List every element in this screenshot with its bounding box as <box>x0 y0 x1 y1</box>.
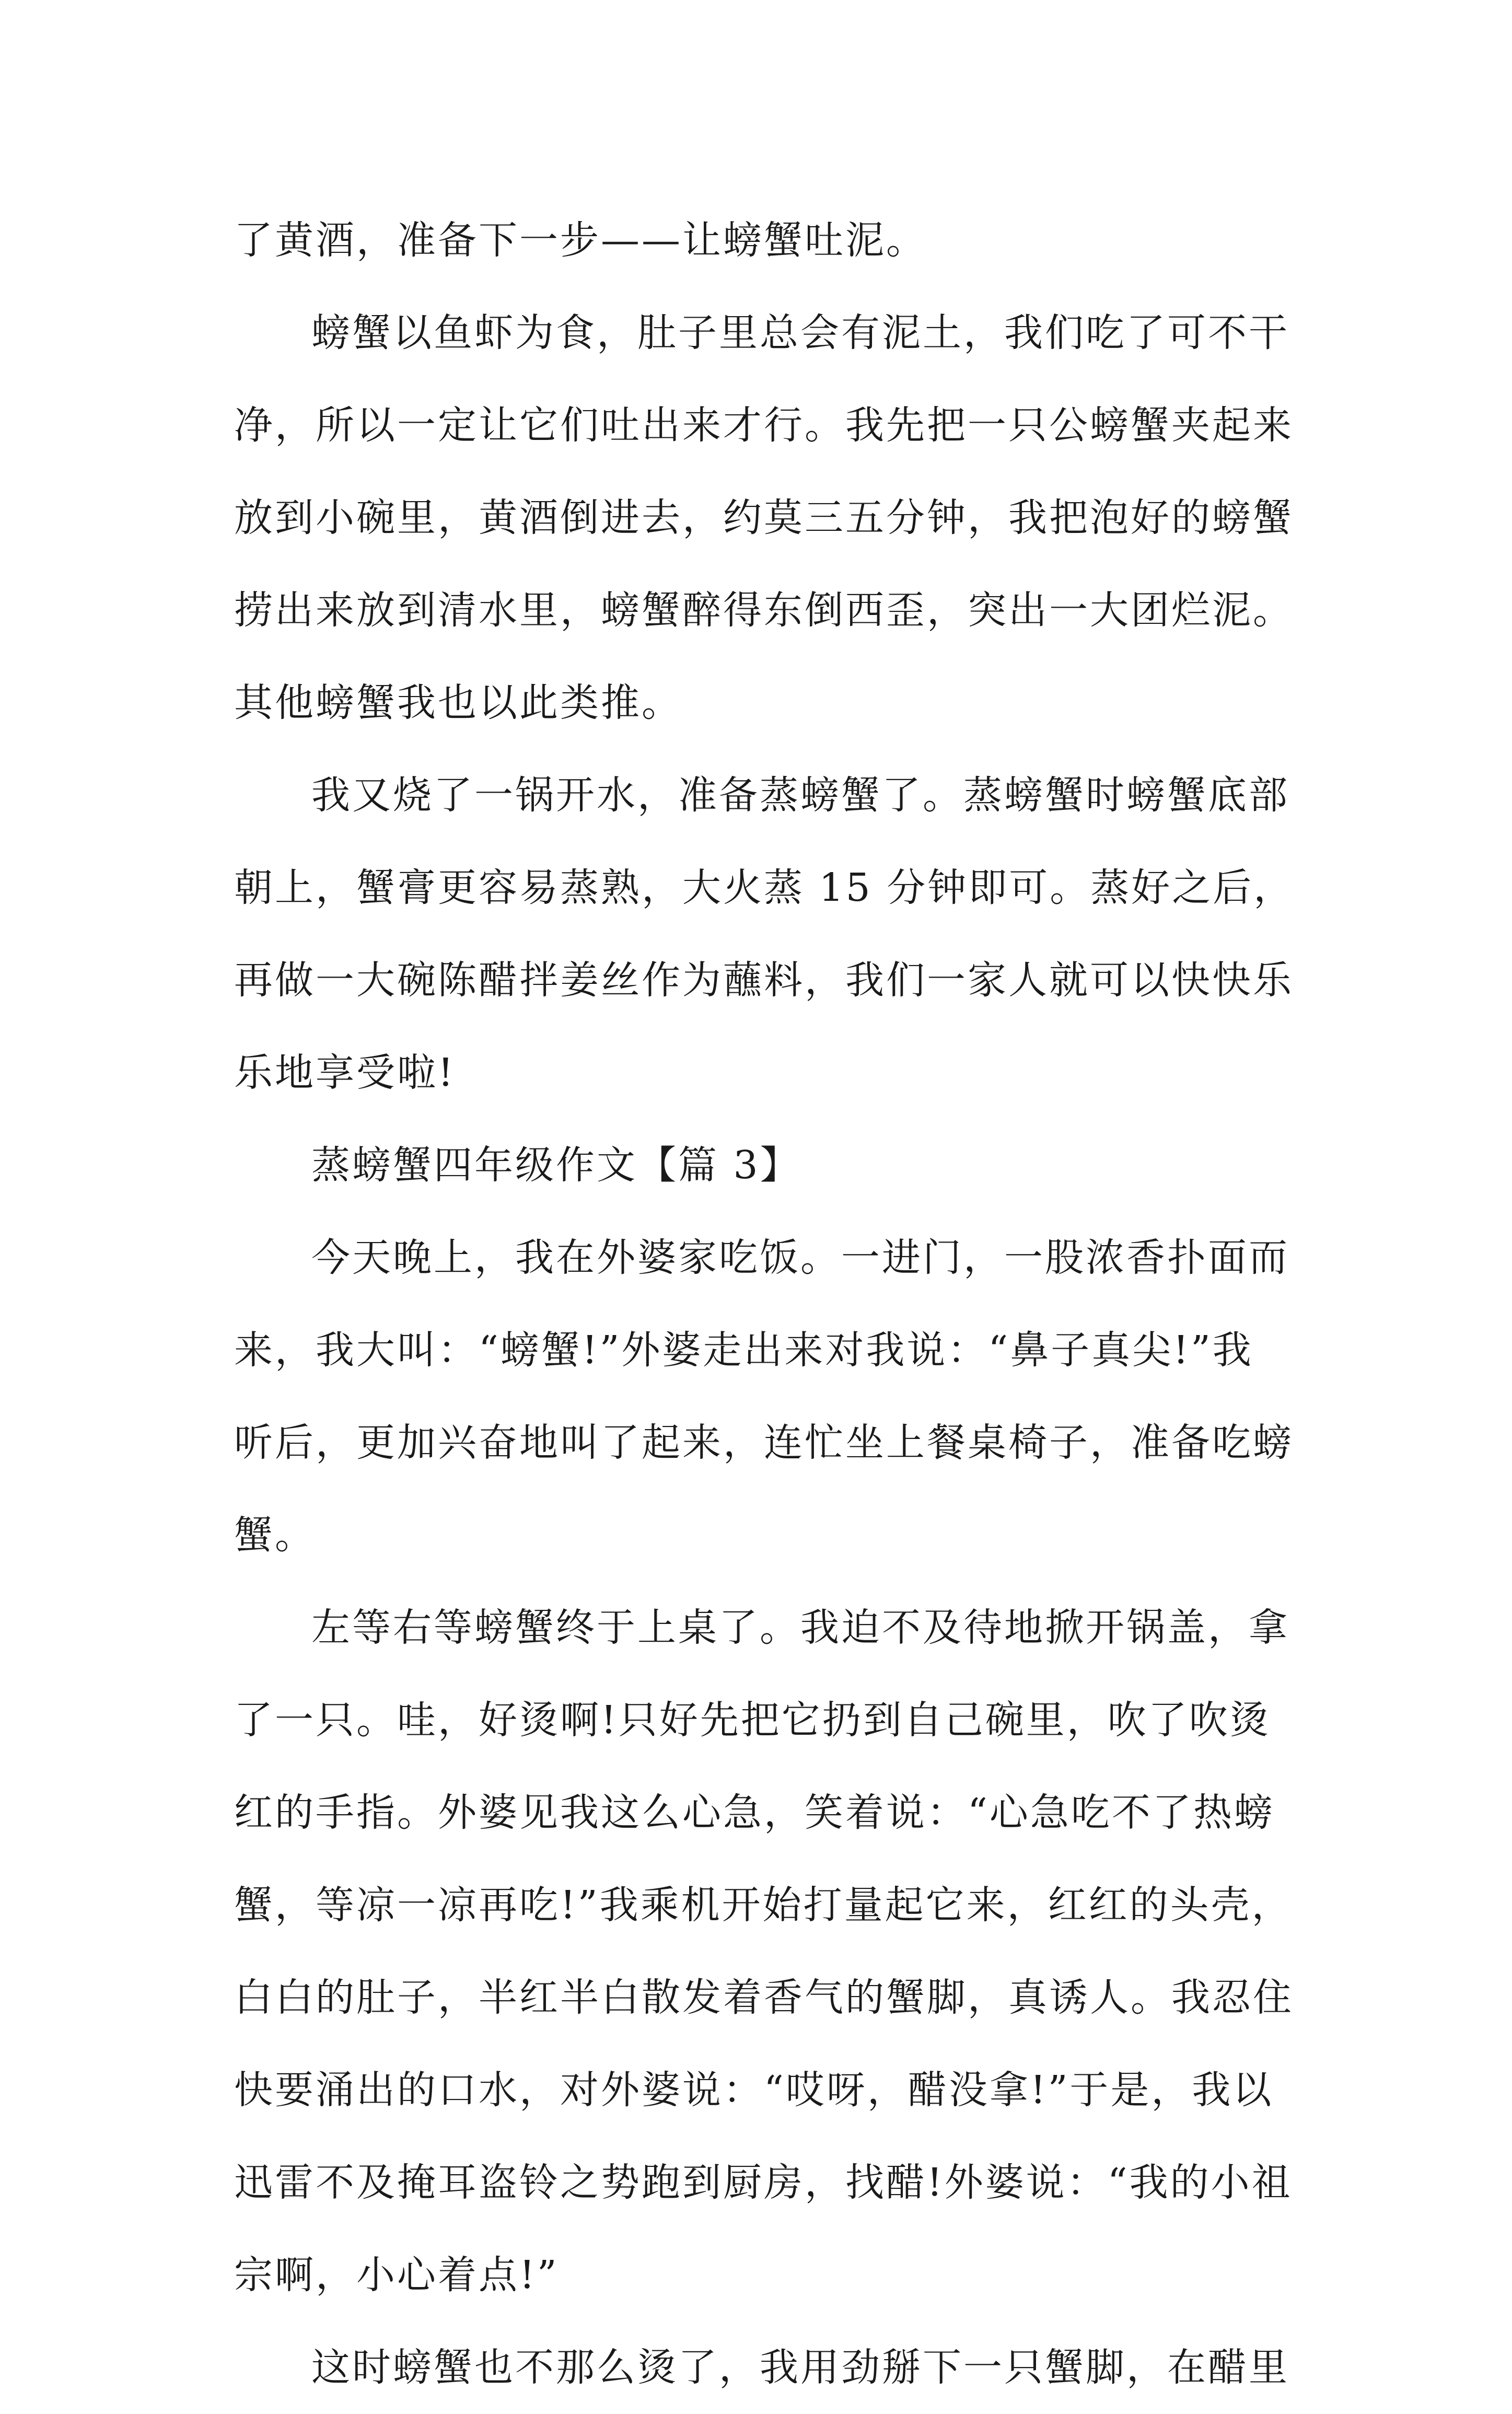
paragraph-first-line: 今天晚上，我在外婆家吃饭。一进门，一股浓香扑面而 <box>311 1235 1289 1280</box>
text-line: 来，我大叫：“螃蟹!”外婆走出来对我说：“鼻子真尖!”我 <box>234 1328 1253 1373</box>
text-line: 了一只。哇，好烫啊!只好先把它扔到自己碗里，吹了吹烫 <box>234 1698 1271 1743</box>
text-line: 其他螃蟹我也以此类推。 <box>234 680 682 725</box>
text-line: 放到小碗里，黄酒倒进去，约莫三五分钟，我把泡好的螃蟹 <box>234 495 1294 540</box>
paragraph-first-line: 蒸螃蟹四年级作文【篇 3】 <box>311 1143 801 1188</box>
text-line: 白白的肚子，半红半白散发着香气的蟹脚，真诱人。我忍住 <box>234 1975 1294 2020</box>
text-line: 宗啊，小心着点!” <box>234 2253 559 2297</box>
body-text <box>234 194 1300 2414</box>
text-line: 捞出来放到清水里，螃蟹醉得东倒西歪，突出一大团烂泥。 <box>234 588 1294 633</box>
paragraph-first-line: 螃蟹以鱼虾为食，肚子里总会有泥土，我们吃了可不干 <box>311 310 1289 355</box>
text-line: 了黄酒，准备下一步——让螃蟹吐泥。 <box>234 218 927 263</box>
text-line: 净，所以一定让它们吐出来才行。我先把一只公螃蟹夹起来 <box>234 403 1294 448</box>
text-line: 蟹。 <box>234 1513 316 1558</box>
paragraph-first-line: 这时螃蟹也不那么烫了，我用劲掰下一只蟹脚，在醋里 <box>311 2345 1289 2390</box>
paragraph-first-line: 我又烧了一锅开水，准备蒸螃蟹了。蒸螃蟹时螃蟹底部 <box>311 773 1289 818</box>
paragraph-first-line: 左等右等螃蟹终于上桌了。我迫不及待地掀开锅盖，拿 <box>311 1605 1289 1650</box>
text-line: 听后，更加兴奋地叫了起来，连忙坐上餐桌椅子，准备吃螃 <box>234 1420 1294 1465</box>
text-line: 朝上，蟹膏更容易蒸熟，大火蒸 15 分钟即可。蒸好之后， <box>234 865 1295 910</box>
text-line: 乐地享受啦! <box>234 1050 456 1095</box>
text-line: 蟹，等凉一凉再吃!”我乘机开始打量起它来，红红的头壳， <box>234 1883 1293 1928</box>
text-line: 快要涌出的口水，对外婆说：“哎呀，醋没拿!”于是，我以 <box>234 2068 1274 2113</box>
text-line: 红的手指。外婆见我这么心急，笑着说：“心急吃不了热螃 <box>234 1790 1275 1835</box>
text-line: 再做一大碗陈醋拌姜丝作为蘸料，我们一家人就可以快快乐 <box>234 958 1294 1003</box>
text-line: 迅雷不及掩耳盗铃之势跑到厨房，找醋!外婆说：“我的小祖 <box>234 2160 1293 2205</box>
